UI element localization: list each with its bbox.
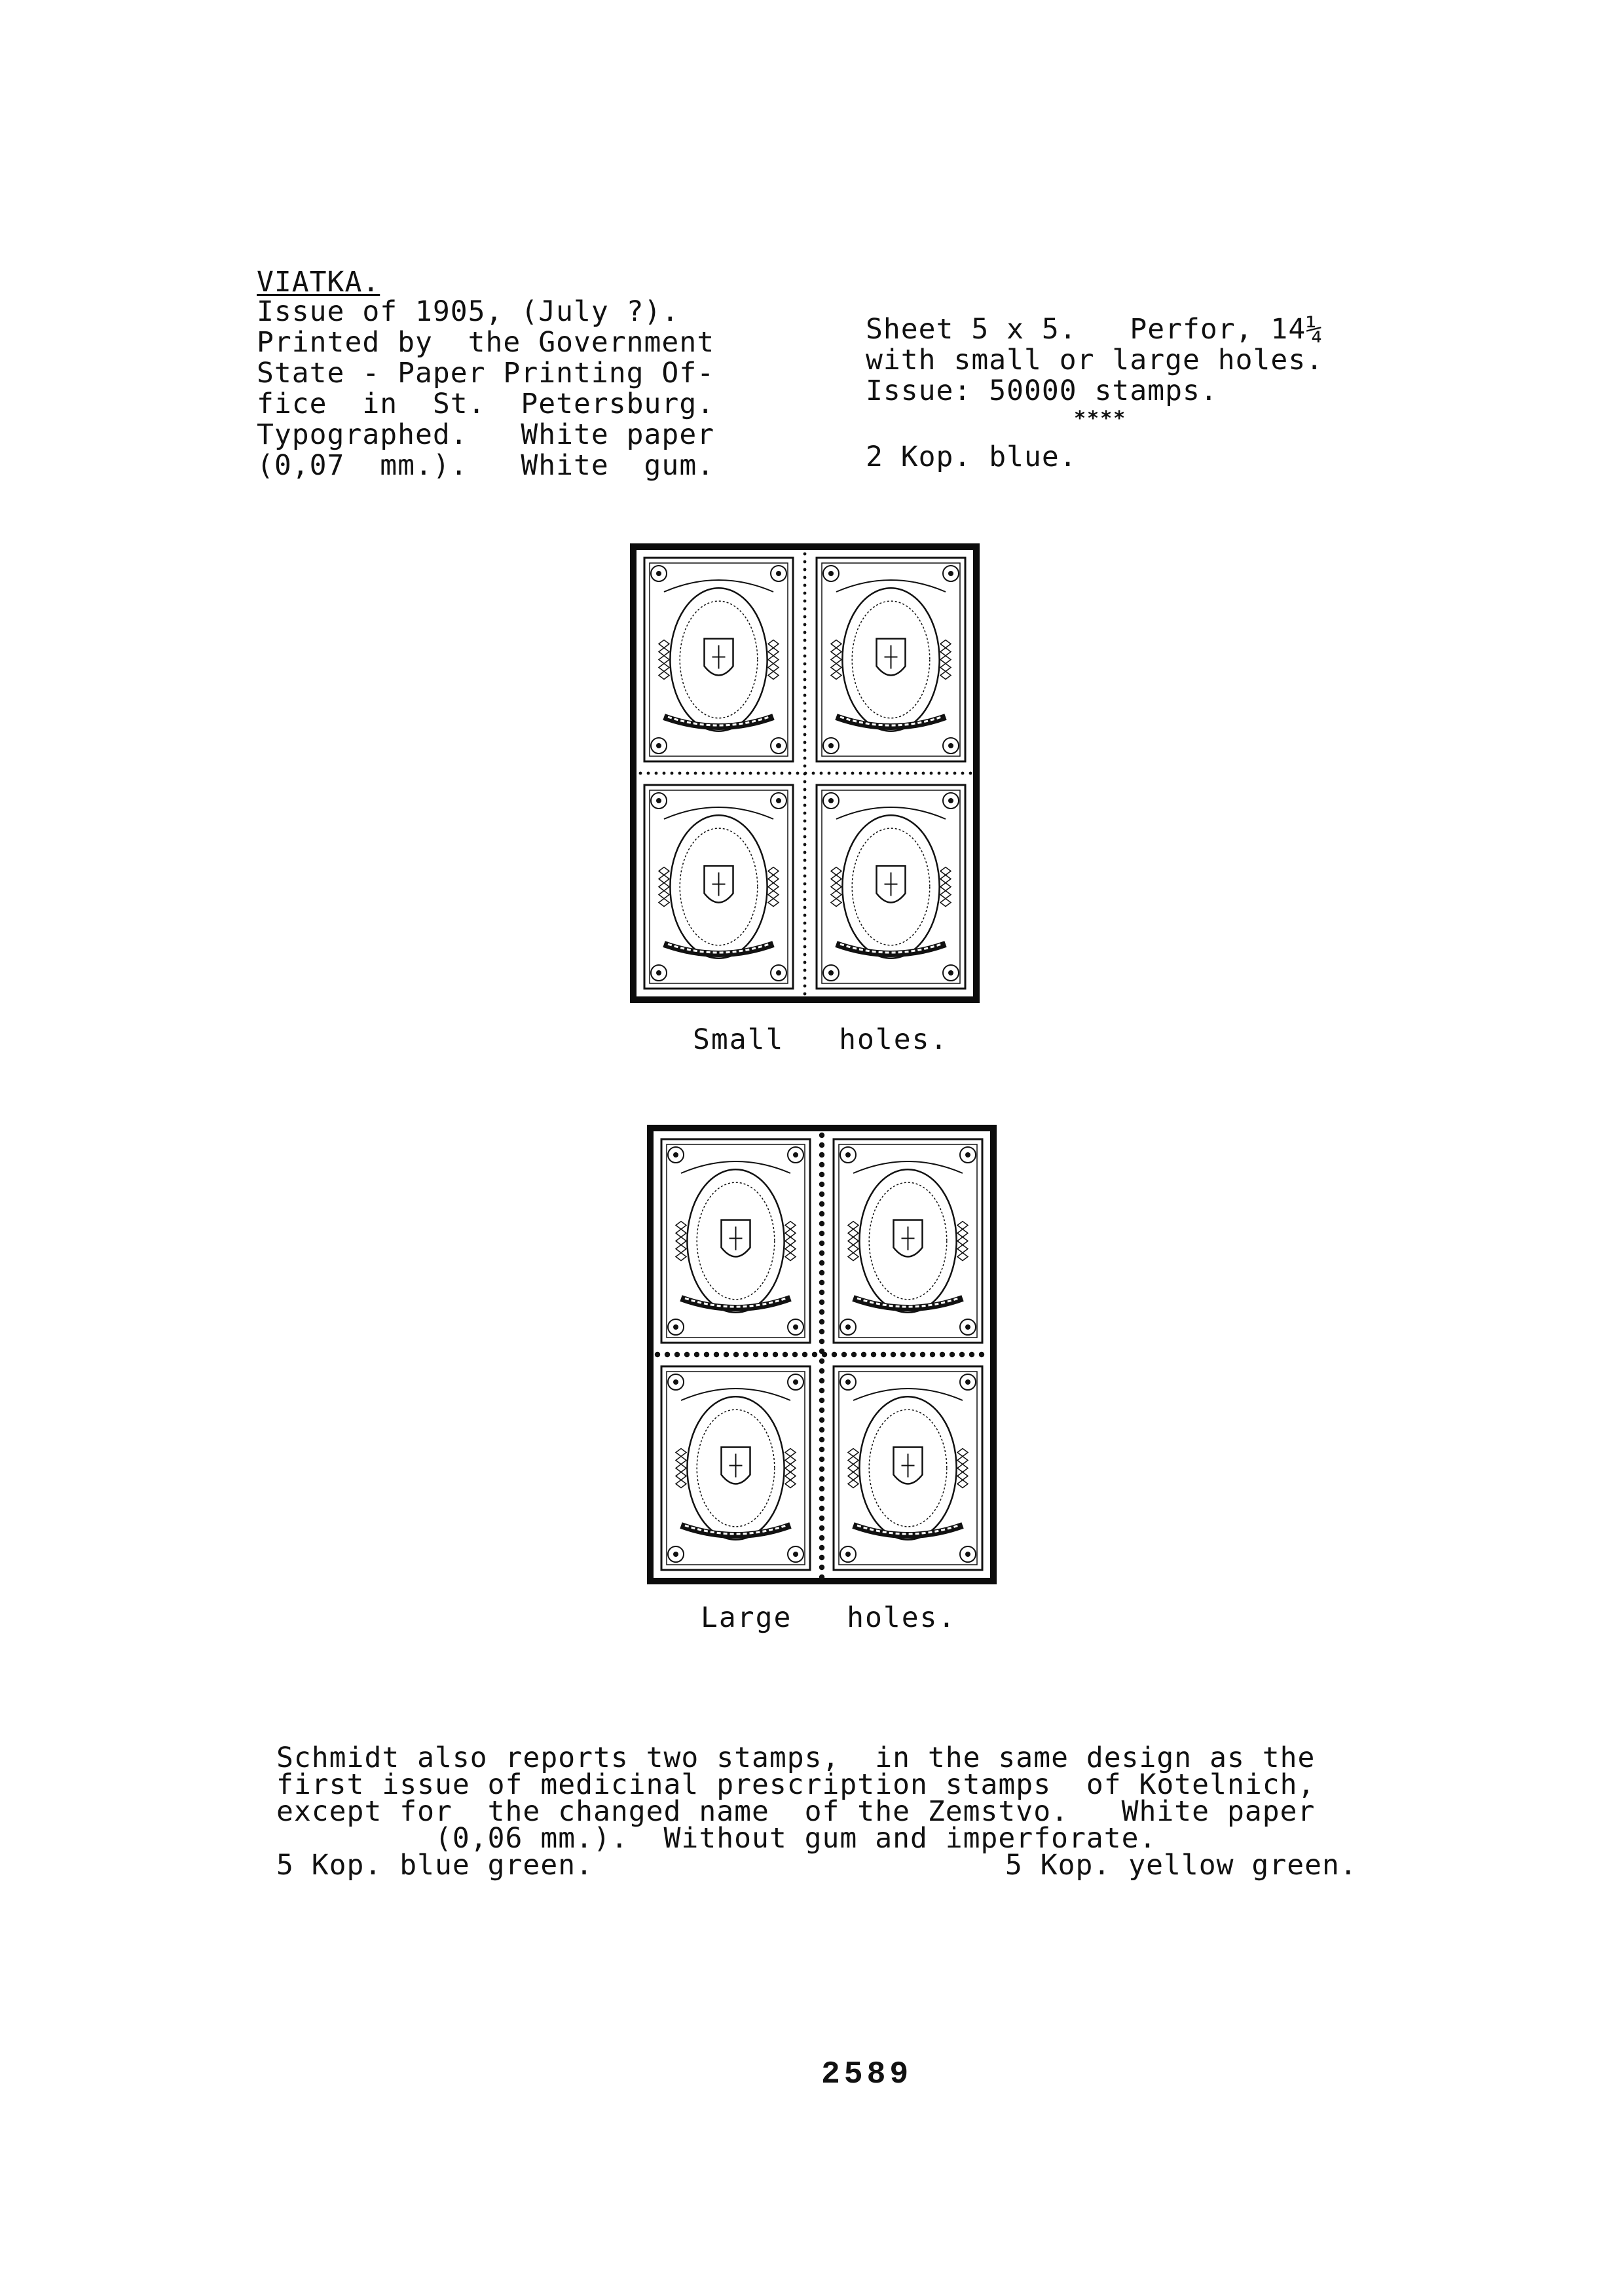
perforation-hole <box>726 772 729 775</box>
perforation-hole <box>819 1172 824 1177</box>
caption-large-holes: Large holes. <box>701 1601 957 1634</box>
corner-dot <box>948 970 953 975</box>
perforation-hole <box>803 733 807 737</box>
perforation-hole <box>914 772 917 775</box>
perforation-hole <box>803 977 807 980</box>
corner-dot <box>965 1379 970 1385</box>
corner-dot <box>845 1324 851 1330</box>
corner-dot <box>673 1552 678 1557</box>
perforation-hole <box>803 867 807 870</box>
corner-dot <box>965 1152 970 1157</box>
footer-line-1: Schmidt also reports two stamps, in the same design as the <box>276 1741 1316 1774</box>
perforation-hole <box>819 1565 824 1570</box>
perforation-hole <box>832 1352 837 1357</box>
perforation-hole <box>819 1545 824 1550</box>
perforation-hole <box>819 1290 824 1295</box>
perforation-hole <box>819 1201 824 1207</box>
perforation-hole <box>950 1352 955 1357</box>
perforation-hole <box>881 1352 886 1357</box>
perforation-hole <box>753 1352 758 1357</box>
perforation-hole <box>663 772 666 775</box>
caption-small-holes: Small holes. <box>693 1023 949 1056</box>
perforation-hole <box>803 615 807 619</box>
perforation-hole <box>765 772 768 775</box>
perforation-hole <box>686 772 690 775</box>
corner-dot <box>776 743 781 748</box>
corner-dot <box>828 743 834 748</box>
printer-line-3: fice in St. Petersburg. <box>257 388 715 420</box>
perforation-hole <box>803 906 807 909</box>
section-title: VIATKA. <box>257 266 380 299</box>
corner-dot <box>656 798 661 803</box>
perforation-hole <box>803 576 807 579</box>
perforation-hole <box>803 553 807 556</box>
perforation-hole <box>820 772 823 775</box>
perforation-hole <box>803 741 807 744</box>
perforation-hole <box>803 835 807 839</box>
perforation-hole <box>883 772 886 775</box>
perforation-hole <box>803 631 807 634</box>
corner-dot <box>656 571 661 576</box>
perforation-hole <box>940 1352 945 1357</box>
perforation-hole <box>961 772 965 775</box>
corner-dot <box>776 970 781 975</box>
perforation-hole <box>898 772 902 775</box>
perforation-hole <box>920 1352 925 1357</box>
perforation-hole <box>836 772 839 775</box>
perforation-hole <box>906 772 910 775</box>
perforation-hole <box>803 851 807 854</box>
perforation-hole <box>819 1133 824 1138</box>
perforation-hole <box>979 1352 984 1357</box>
perforation-hole <box>822 1352 827 1357</box>
perforation-hole <box>819 1575 824 1580</box>
perforation-hole <box>819 1309 824 1315</box>
perforation-hole <box>733 1352 739 1357</box>
perforation-hole <box>718 772 721 775</box>
stamp-block-large-holes <box>647 1125 997 1584</box>
perforation-hole <box>714 1352 719 1357</box>
perforation-hole <box>694 1352 699 1357</box>
perforation-hole <box>938 772 941 775</box>
corner-dot <box>793 1552 798 1557</box>
perforation-hole <box>803 647 807 650</box>
perforation-hole <box>803 702 807 705</box>
perforation-hole <box>803 568 807 572</box>
perforation-hole <box>819 1516 824 1521</box>
corner-dot <box>776 571 781 576</box>
perforation-hole <box>819 1417 824 1423</box>
stamp-coat-of-arms-icon <box>638 778 800 995</box>
perforation-hole <box>647 772 650 775</box>
perforation-hole <box>803 788 807 792</box>
corner-dot <box>793 1324 798 1330</box>
perforation-hole <box>803 780 807 784</box>
holes-line: with small or large holes. <box>866 344 1324 376</box>
perforation-hole <box>803 922 807 925</box>
perforation-hole <box>757 772 760 775</box>
gum-line: (0,07 mm.). White gum. <box>257 449 715 482</box>
perforation-hole <box>819 1398 824 1403</box>
perforation-hole <box>802 1352 807 1357</box>
perforation-hole <box>875 772 878 775</box>
perforation-hole <box>891 1352 896 1357</box>
perforation-hole <box>803 796 807 799</box>
perforation-hole <box>796 772 800 775</box>
perforation-hole <box>819 1250 824 1256</box>
perforation-hole <box>819 1408 824 1413</box>
perforation-hole <box>900 1352 906 1357</box>
corner-dot <box>845 1152 851 1157</box>
perforation-hole <box>819 1192 824 1197</box>
corner-dot <box>828 798 834 803</box>
perforation-hole <box>819 1378 824 1383</box>
perforation-hole <box>803 639 807 642</box>
perforation-hole <box>803 953 807 957</box>
perforation-hole <box>803 725 807 729</box>
corner-dot <box>948 798 953 803</box>
perforation-hole <box>819 1437 824 1442</box>
perforation-hole <box>741 772 745 775</box>
perforation-hole <box>803 961 807 964</box>
stamp-coat-of-arms-icon <box>638 551 800 768</box>
corner-dot <box>845 1552 851 1557</box>
paper-line: Typographed. White paper <box>257 418 715 451</box>
perforation-hole <box>803 993 807 996</box>
perforation-hole <box>828 772 831 775</box>
perforation-hole <box>803 694 807 697</box>
perforation-hole <box>803 592 807 595</box>
footer-value-left: 5 Kop. blue green. <box>276 1849 593 1882</box>
perforation-hole <box>803 930 807 933</box>
perforation-hole <box>803 898 807 902</box>
perforation-hole <box>684 1352 690 1357</box>
corner-dot <box>656 743 661 748</box>
perforation-hole <box>819 1329 824 1334</box>
corner-dot <box>965 1552 970 1557</box>
perforation-hole <box>803 623 807 627</box>
footer-value-right: 5 Kop. yellow green. <box>1005 1849 1357 1882</box>
perforation-hole <box>930 1352 935 1357</box>
perforation-hole <box>781 772 784 775</box>
perforation-hole <box>819 1358 824 1364</box>
perforation-hole <box>655 772 658 775</box>
perforation-hole <box>803 883 807 886</box>
perforation-hole <box>819 1182 824 1187</box>
perforation-hole <box>773 772 776 775</box>
perforation-hole <box>843 772 847 775</box>
perforation-hole <box>678 772 682 775</box>
stamp-coat-of-arms-icon <box>810 778 972 995</box>
perforation-hole <box>803 600 807 603</box>
page-number: 2589 <box>821 2057 913 2092</box>
perforation-hole <box>803 678 807 682</box>
perforation-hole <box>803 820 807 823</box>
stamp-coat-of-arms-icon <box>827 1360 989 1576</box>
perforation-hole <box>803 608 807 611</box>
perforation-hole <box>819 1535 824 1540</box>
perforation-hole <box>819 1457 824 1462</box>
perforation-hole <box>803 843 807 847</box>
perforation-hole <box>953 772 957 775</box>
stamp-coat-of-arms-icon <box>655 1360 817 1576</box>
perforation-hole <box>819 1447 824 1452</box>
perforation-hole <box>702 772 705 775</box>
perforation-hole <box>819 1368 824 1374</box>
perforation-hole <box>803 969 807 972</box>
perforation-hole <box>819 1231 824 1236</box>
perforation-hole <box>819 1496 824 1501</box>
perforation-hole <box>694 772 697 775</box>
perforation-hole <box>819 1152 824 1157</box>
sheet-perf-line: Sheet 5 x 5. Perfor, 14¼ <box>866 313 1324 346</box>
perforation-hole <box>871 1352 876 1357</box>
perforation-hole <box>819 1270 824 1275</box>
corner-dot <box>656 970 661 975</box>
perforation-hole <box>783 1352 788 1357</box>
perforation-hole <box>773 1352 778 1357</box>
footer-line-4: (0,06 mm.). Without gum and imperforate. <box>276 1822 1157 1855</box>
perforation-hole <box>859 772 862 775</box>
corner-dot <box>965 1324 970 1330</box>
corner-dot <box>828 970 834 975</box>
perforation-hole <box>743 1352 748 1357</box>
value-line: 2 Kop. blue. <box>866 441 1077 473</box>
perforation-hole <box>969 772 972 775</box>
perforation-hole <box>922 772 925 775</box>
perforation-hole <box>803 804 807 807</box>
perforation-hole <box>819 1319 824 1324</box>
corner-dot <box>845 1379 851 1385</box>
corner-dot <box>828 571 834 576</box>
stamp-coat-of-arms-icon <box>655 1133 817 1349</box>
perforation-hole <box>803 560 807 564</box>
stamp-block-large-svg <box>647 1125 997 1584</box>
perforation-hole <box>803 757 807 760</box>
perforation-hole <box>891 772 894 775</box>
perforation-hole <box>803 938 807 941</box>
corner-dot <box>673 1379 678 1385</box>
perforation-hole <box>819 1162 824 1167</box>
perforation-hole <box>803 749 807 752</box>
perforation-hole <box>819 1467 824 1472</box>
perforation-hole <box>819 1427 824 1432</box>
corner-dot <box>793 1152 798 1157</box>
perforation-hole <box>803 686 807 689</box>
perforation-hole <box>803 875 807 878</box>
perforation-hole <box>763 1352 768 1357</box>
perforation-hole <box>819 1486 824 1491</box>
corner-dot <box>793 1379 798 1385</box>
perforation-hole <box>724 1352 729 1357</box>
perforation-hole <box>819 1476 824 1482</box>
perforation-hole <box>819 1506 824 1511</box>
perforation-hole <box>930 772 933 775</box>
perforation-hole <box>710 772 713 775</box>
perforation-hole <box>803 670 807 674</box>
perforation-hole <box>803 718 807 721</box>
printer-line-1: Printed by the Government <box>257 326 715 359</box>
perforation-hole <box>803 914 807 917</box>
perforation-hole <box>803 663 807 666</box>
perforation-hole <box>819 1280 824 1285</box>
perforation-hole <box>819 1211 824 1216</box>
perforation-hole <box>803 828 807 831</box>
perforation-hole <box>803 812 807 815</box>
corner-dot <box>673 1152 678 1157</box>
printer-line-2: State - Paper Printing Of- <box>257 357 715 390</box>
footer-line-3: except for the changed name of the Zemstvo. White paper <box>276 1795 1316 1828</box>
perforation-hole <box>841 1352 847 1357</box>
corner-dot <box>948 743 953 748</box>
perforation-hole <box>959 1352 965 1357</box>
perforation-hole <box>804 772 807 775</box>
perforation-hole <box>946 772 949 775</box>
perforation-hole <box>819 1241 824 1246</box>
perforation-hole <box>819 1221 824 1226</box>
perforation-hole <box>788 772 792 775</box>
perforation-hole <box>819 1555 824 1560</box>
perforation-hole <box>851 772 855 775</box>
perforation-hole <box>704 1352 709 1357</box>
perforation-hole <box>671 772 674 775</box>
perforation-hole <box>674 1352 680 1357</box>
issue-count-line: Issue: 50000 stamps. <box>866 374 1218 407</box>
separator-asterisks: **** <box>1074 407 1127 430</box>
perforation-hole <box>803 765 807 768</box>
perforation-hole <box>803 890 807 894</box>
corner-dot <box>776 798 781 803</box>
footer-line-2: first issue of medicinal prescription stamps of Kotelnich, <box>276 1768 1316 1801</box>
perforation-hole <box>803 655 807 658</box>
perforation-hole <box>792 1352 798 1357</box>
perforation-hole <box>819 1300 824 1305</box>
perforation-hole <box>803 859 807 862</box>
perforation-hole <box>803 710 807 713</box>
perforation-hole <box>749 772 752 775</box>
perforation-hole <box>812 772 815 775</box>
perforation-hole <box>819 1142 824 1148</box>
perforation-hole <box>851 1352 857 1357</box>
stamp-coat-of-arms-icon <box>810 551 972 768</box>
stamp-coat-of-arms-icon <box>827 1133 989 1349</box>
perforation-hole <box>639 772 642 775</box>
perforation-hole <box>819 1260 824 1266</box>
perforation-hole <box>803 945 807 949</box>
perforation-hole <box>910 1352 915 1357</box>
corner-dot <box>673 1324 678 1330</box>
perforation-hole <box>969 1352 974 1357</box>
perforation-hole <box>819 1339 824 1344</box>
perforation-hole <box>819 1388 824 1393</box>
perforation-hole <box>803 584 807 587</box>
perforation-hole <box>665 1352 670 1357</box>
perforation-hole <box>803 985 807 988</box>
perforation-hole <box>861 1352 866 1357</box>
stamp-block-small-holes <box>630 543 980 1003</box>
corner-dot <box>948 571 953 576</box>
perforation-hole <box>733 772 737 775</box>
perforation-hole <box>819 1525 824 1531</box>
stamp-block-small-svg <box>630 543 980 1003</box>
perforation-hole <box>867 772 870 775</box>
perforation-hole <box>812 1352 817 1357</box>
issue-line: Issue of 1905, (July ?). <box>257 295 680 328</box>
perforation-hole <box>655 1352 660 1357</box>
